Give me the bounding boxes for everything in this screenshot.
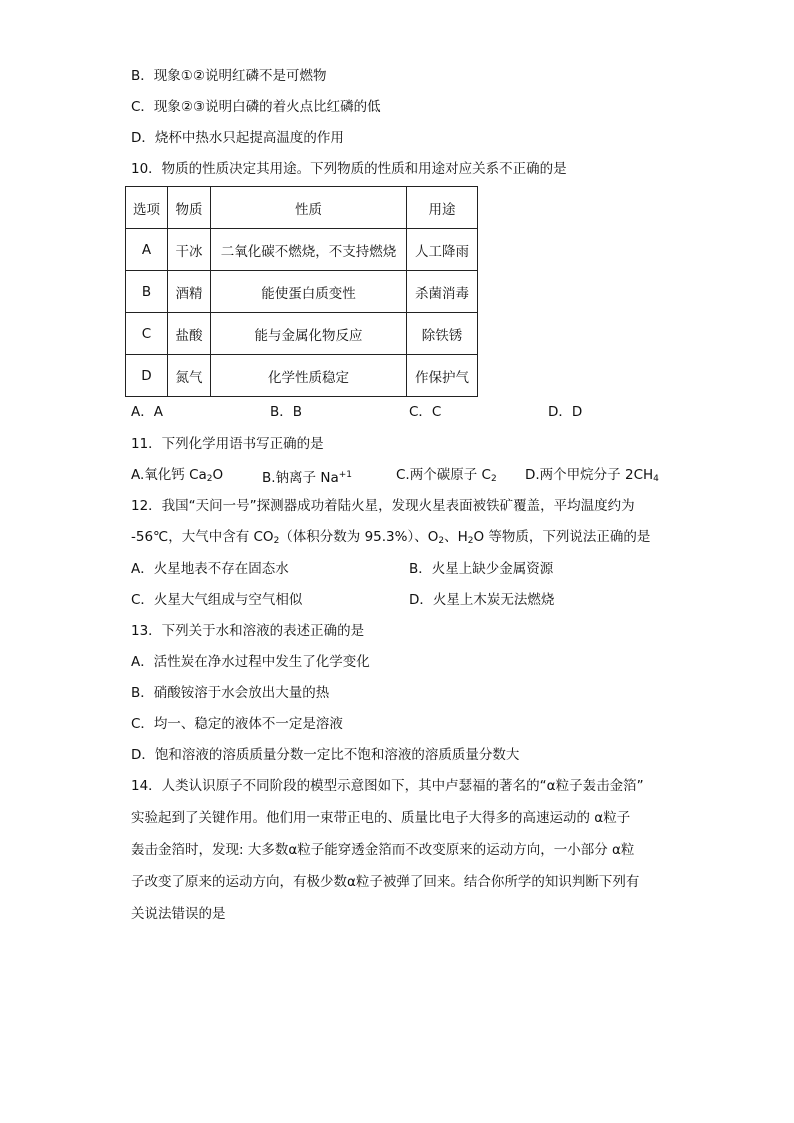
q10-stem: 10．物质的性质决定其用途。下列物质的性质和用途对应关系不正确的是 bbox=[131, 161, 567, 177]
q12-text: -56℃，大气中含有 CO bbox=[131, 529, 274, 545]
table-cell: 盐酸 bbox=[168, 313, 211, 355]
table-cell: 能使蛋白质变性 bbox=[211, 271, 407, 313]
table-header-row bbox=[126, 187, 478, 229]
subscript: 2 bbox=[438, 536, 445, 546]
q12-stem-line1: 12．我国“天问一号”探测器成功着陆火星，发现火星表面被铁矿覆盖，平均温度约为 bbox=[131, 498, 635, 514]
q10-properties-table bbox=[125, 186, 478, 397]
table-row bbox=[126, 271, 478, 313]
table-cell: A bbox=[126, 229, 168, 271]
q11-option-b-text: B.钠离子 Na bbox=[262, 470, 339, 486]
subscript: 2 bbox=[490, 474, 497, 484]
q11-option-d-text: D.两个甲烷分子 2CH bbox=[525, 467, 654, 483]
q11-option-d bbox=[525, 465, 659, 489]
table-cell: 除铁锈 bbox=[407, 313, 478, 355]
table-cell: 作保护气 bbox=[407, 355, 478, 397]
q12-option-b: B．火星上缺少金属资源 bbox=[409, 561, 554, 577]
table-cell: D bbox=[126, 355, 168, 397]
table-cell: 人工降雨 bbox=[407, 229, 478, 271]
table-cell: 能与金属化物反应 bbox=[211, 313, 407, 355]
q10-option-d: D．D bbox=[548, 404, 583, 420]
q9-option-b: B．现象①②说明红磷不是可燃物 bbox=[131, 68, 327, 84]
q12-option-c: C．火星大气组成与空气相似 bbox=[131, 592, 303, 608]
q13-option-c: C．均一、稳定的液体不一定是溶液 bbox=[131, 716, 343, 732]
subscript: 4 bbox=[653, 474, 659, 484]
q12-text: 、H bbox=[444, 529, 468, 545]
q13-option-d: D．饱和溶液的溶质质量分数一定比不饱和溶液的溶质质量分数大 bbox=[131, 747, 520, 763]
q12-option-d: D．火星上木炭无法燃烧 bbox=[409, 592, 555, 608]
table-row bbox=[126, 313, 478, 355]
table-cell: 氮气 bbox=[168, 355, 211, 397]
table-cell: B bbox=[126, 271, 168, 313]
q11-option-c-text: C.两个碳原子 C bbox=[396, 467, 491, 483]
q14-stem-line4: 子改变了原来的运动方向，有极少数α粒子被弹了回来。结合你所学的知识判断下列有 bbox=[131, 874, 640, 890]
table-cell: 二氧化碳不燃烧，不支持燃烧 bbox=[211, 229, 407, 271]
table-cell: 干冰 bbox=[168, 229, 211, 271]
q10-option-c: C．C bbox=[409, 404, 442, 420]
q9-option-d: D．烧杯中热水只起提高温度的作用 bbox=[131, 130, 344, 146]
q12-text: O 等物质，下列说法正确的是 bbox=[473, 529, 651, 545]
q10-option-b: B．B bbox=[270, 404, 303, 420]
table-header-cell: 用途 bbox=[407, 187, 478, 229]
table-cell: 化学性质稳定 bbox=[211, 355, 407, 397]
q11-option-b bbox=[262, 465, 352, 488]
table-row bbox=[126, 229, 478, 271]
table-cell: C bbox=[126, 313, 168, 355]
q13-stem: 13．下列关于水和溶液的表述正确的是 bbox=[131, 623, 365, 639]
q13-option-b: B．硝酸铵溶于水会放出大量的热 bbox=[131, 685, 330, 701]
q14-stem-line5: 关说法错误的是 bbox=[131, 906, 226, 922]
q14-stem-line2: 实验起到了关键作用。他们用一束带正电的、质量比电子大得多的高速运动的 α粒子 bbox=[131, 810, 631, 826]
superscript: +1 bbox=[338, 470, 352, 480]
q14-stem-line3: 轰击金箔时，发现: 大多数α粒子能穿透金箔而不改变原来的运动方向，一小部分 α粒 bbox=[131, 842, 635, 858]
q11-option-a bbox=[131, 465, 223, 489]
q12-stem-line2 bbox=[131, 527, 650, 551]
subscript: 2 bbox=[273, 536, 280, 546]
subscript: 2 bbox=[467, 536, 474, 546]
q11-option-a-text-end: O bbox=[212, 467, 224, 483]
q10-option-a: A．A bbox=[131, 404, 163, 420]
table-header-cell: 性质 bbox=[211, 187, 407, 229]
q12-option-a: A．火星地表不存在固态水 bbox=[131, 561, 289, 577]
table-cell: 酒精 bbox=[168, 271, 211, 313]
table-header-cell: 选项 bbox=[126, 187, 168, 229]
table-row bbox=[126, 355, 478, 397]
q11-stem: 11．下列化学用语书写正确的是 bbox=[131, 436, 324, 452]
table-header-cell: 物质 bbox=[168, 187, 211, 229]
q13-option-a: A．活性炭在净水过程中发生了化学变化 bbox=[131, 654, 370, 670]
q11-option-c bbox=[396, 465, 497, 489]
q9-option-c: C．现象②③说明白磷的着火点比红磷的低 bbox=[131, 99, 381, 115]
q14-stem-line1: 14．人类认识原子不同阶段的模型示意图如下，其中卢瑟福的著名的“α粒子轰击金箔” bbox=[131, 778, 644, 794]
q12-text: （体积分数为 95.3%）、O bbox=[279, 529, 439, 545]
table-cell: 杀菌消毒 bbox=[407, 271, 478, 313]
q11-option-a-text: A.氧化钙 Ca bbox=[131, 467, 207, 483]
subscript: 2 bbox=[206, 474, 213, 484]
